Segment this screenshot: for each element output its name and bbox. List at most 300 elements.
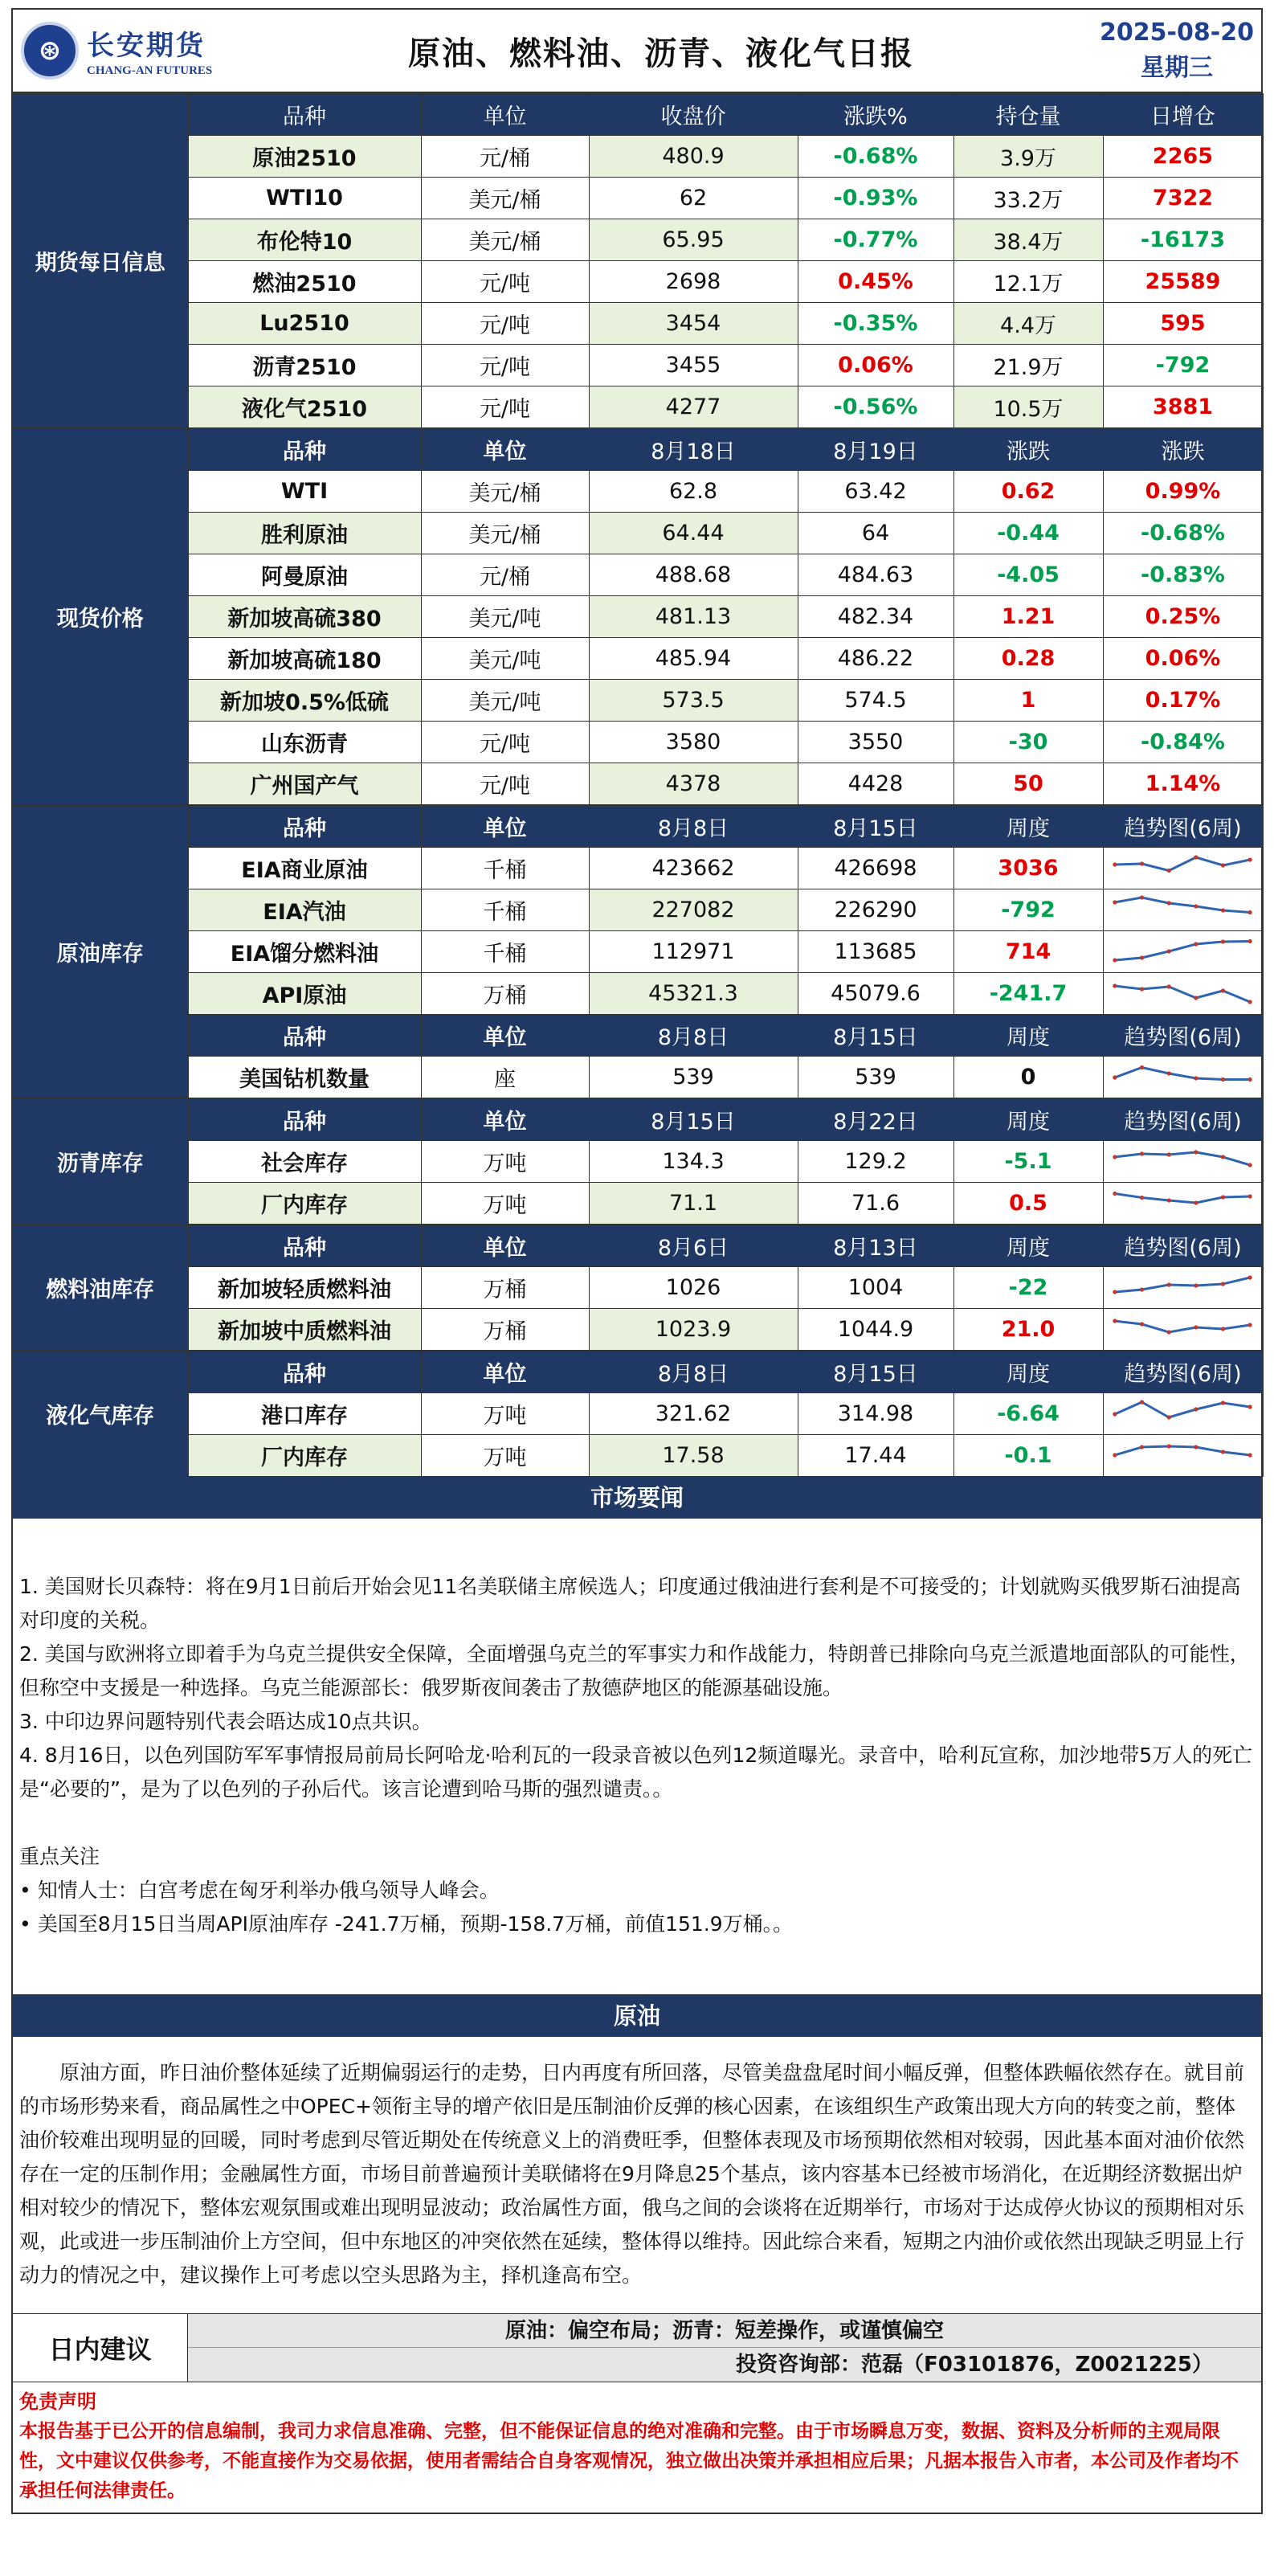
row-value-prev: 71.1 xyxy=(589,1183,798,1225)
row-unit: 美元/吨 xyxy=(421,680,589,722)
row-name: 港口库存 xyxy=(188,1393,421,1435)
sparkline-point xyxy=(1220,863,1224,867)
column-header: 单位 xyxy=(421,1225,589,1267)
sparkline-point xyxy=(1113,1412,1117,1416)
row-trend xyxy=(1103,1393,1263,1435)
row-change-pct: 0.25% xyxy=(1103,596,1263,638)
table-row xyxy=(13,1057,1263,1098)
column-header: 8月13日 xyxy=(798,1225,953,1267)
sparkline-point xyxy=(1247,857,1252,861)
row-value-last: 1044.9 xyxy=(798,1309,953,1351)
sparkline-point xyxy=(1247,1000,1252,1004)
column-header: 周度 xyxy=(953,1351,1103,1393)
column-header: 单位 xyxy=(421,1099,589,1141)
sparkline-point xyxy=(1220,1450,1224,1454)
table-row xyxy=(13,471,1263,513)
news-item: 4. 8月16日，以色列国防军军事情报局前局长阿哈龙·哈利瓦的一段录音被以色列12频道曝光。录音中，哈利瓦宣称，加沙地带5万人的死亡是“必要的”，是为了以色列的子孙后代。该言论遭到哈马斯的强烈谴责。。 xyxy=(19,1744,1253,1801)
table-row xyxy=(13,931,1263,973)
column-header: 单位 xyxy=(421,1015,589,1057)
column-header: 8月15日 xyxy=(589,1099,798,1141)
row-change-pct: 1.14% xyxy=(1103,763,1263,805)
row-name: 新加坡0.5%低硫 xyxy=(188,680,421,722)
table-row xyxy=(13,848,1263,889)
row-name: 社会库存 xyxy=(188,1141,421,1183)
row-value-prev: 227082 xyxy=(589,889,798,931)
column-header: 趋势图(6周) xyxy=(1103,1015,1263,1057)
row-value-prev: 17.58 xyxy=(589,1435,798,1477)
sparkline-point xyxy=(1194,1076,1198,1080)
row-open-interest: 12.1万 xyxy=(953,261,1103,303)
sparkline-point xyxy=(1166,1152,1170,1156)
row-value-last: 539 xyxy=(798,1057,953,1098)
row-price-prev: 3580 xyxy=(589,722,798,763)
column-header: 品种 xyxy=(188,429,421,471)
sparkline-point xyxy=(1166,1282,1170,1286)
column-header: 8月15日 xyxy=(798,1351,953,1393)
crude-inventory-table xyxy=(13,805,1264,1098)
row-change: -30 xyxy=(953,722,1103,763)
row-price-last: 64 xyxy=(798,513,953,554)
row-name: 美国钻机数量 xyxy=(188,1057,421,1098)
sparkline-point xyxy=(1113,862,1117,866)
sparkline-path xyxy=(1114,1067,1249,1079)
row-price-last: 482.34 xyxy=(798,596,953,638)
row-weekly-change: -6.64 xyxy=(953,1393,1103,1435)
row-value-last: 226290 xyxy=(798,889,953,931)
row-price-last: 484.63 xyxy=(798,554,953,596)
row-trend xyxy=(1103,848,1263,889)
table-row xyxy=(13,1183,1263,1225)
sparkline-point xyxy=(1220,1077,1224,1081)
table-row xyxy=(13,554,1263,596)
sparkline-point xyxy=(1220,908,1224,912)
table-header-row xyxy=(13,429,1263,471)
row-weekly-change: 3036 xyxy=(953,848,1103,889)
row-price-last: 4428 xyxy=(798,763,953,805)
sparkline-point xyxy=(1220,1195,1224,1199)
row-value-prev: 1023.9 xyxy=(589,1309,798,1351)
sparkline-path xyxy=(1114,1321,1249,1332)
row-weekly-change: -0.1 xyxy=(953,1435,1103,1477)
asphalt-inventory-table xyxy=(13,1098,1264,1225)
section-label: 液化气库存 xyxy=(13,1351,188,1477)
sparkline-point xyxy=(1113,1290,1117,1294)
row-change: 0.62 xyxy=(953,471,1103,513)
sparkline-point xyxy=(1220,988,1224,992)
sparkline-point xyxy=(1139,1287,1143,1291)
sparkline-point xyxy=(1194,996,1198,1000)
table-header-row xyxy=(13,1351,1263,1393)
row-value-last: 45079.6 xyxy=(798,973,953,1015)
column-header: 8月8日 xyxy=(589,1351,798,1393)
sparkline-point xyxy=(1194,942,1198,946)
disclaimer-title: 免责声明 xyxy=(19,2390,96,2413)
advice-label: 日内建议 xyxy=(13,2314,188,2382)
sparkline-point xyxy=(1166,1330,1170,1334)
sparkline-point xyxy=(1139,1195,1143,1199)
row-value-last: 17.44 xyxy=(798,1435,953,1477)
row-unit: 美元/桶 xyxy=(421,219,589,261)
row-name: 液化气2510 xyxy=(188,386,421,428)
sparkline-point xyxy=(1166,949,1170,953)
row-trend xyxy=(1103,931,1263,973)
row-weekly-change: -241.7 xyxy=(953,973,1103,1015)
row-unit: 美元/吨 xyxy=(421,596,589,638)
sparkline-point xyxy=(1194,904,1198,908)
section-label: 期货每日信息 xyxy=(13,94,188,428)
advice-strategy: 原油：偏空布局；沥青：短差操作，或谨慎偏空 xyxy=(188,2314,1261,2348)
news-item: 1. 美国财长贝森特：将在9月1日前后开始会见11名美联储主席候选人；印度通过俄油进行套利是不可接受的；计划就购买俄罗斯石油提高对印度的关税。 xyxy=(19,1575,1241,1632)
trend-sparkline xyxy=(1104,848,1263,889)
row-name: Lu2510 xyxy=(188,303,421,345)
row-daily-oi-change: 25589 xyxy=(1103,261,1263,303)
row-change-pct: 0.17% xyxy=(1103,680,1263,722)
sparkline-point xyxy=(1247,1323,1252,1327)
report-title: 原油、燃料油、沥青、液化气日报 xyxy=(408,35,914,72)
row-unit: 千桶 xyxy=(421,848,589,889)
column-header: 8月19日 xyxy=(798,429,953,471)
sparkline-point xyxy=(1166,1415,1170,1419)
sparkline-point xyxy=(1247,910,1252,914)
row-name: EIA商业原油 xyxy=(188,848,421,889)
sparkline-point xyxy=(1220,1327,1224,1331)
table-row xyxy=(13,889,1263,931)
row-weekly-change: 0 xyxy=(953,1057,1103,1098)
row-price-prev: 573.5 xyxy=(589,680,798,722)
row-unit: 万桶 xyxy=(421,973,589,1015)
crude-commentary: 原油方面，昨日油价整体延续了近期偏弱运行的走势，日内再度有所回落，尽管美盘盘尾时间小幅反弹，但整体跌幅依然存在。就目前的市场形势来看，商品属性之中OPEC+领衔主导的增产依旧是压制油价反弹的核心因素，在该组织生产政策出现大方向的转变之前，整体油价较难出现明显的回暖，同时考虑到尽管近期处在传统意义上的消费旺季，但整体表现及市场预期依然相对较弱，因此基本面对油价依然存在一定的压制作用；金融属性方面，市场目前普遍预计美联储将在9月降息25个基点，该内容基本已经被市场消化，在近期经济数据出炉相对较少的情况下，整体宏观氛围或难出现明显波动；政治属性方面，俄乌之间的会谈将在近期举行，市场对于达成停火协议的预期相对乐观，此或进一步压制油价上方空间，但中东地区的冲突依然在延续，整体得以维持。因此综合来看，短期之内油价或依然出现缺乏明显上行动力的情况之中，建议操作上可考虑以空头思路为主，择机逢高布空。 xyxy=(13,2037,1261,2314)
table-row xyxy=(13,1267,1263,1309)
sparkline-point xyxy=(1247,1194,1252,1198)
disclaimer xyxy=(13,2382,1261,2513)
row-name: 胜利原油 xyxy=(188,513,421,554)
row-value-prev: 45321.3 xyxy=(589,973,798,1015)
sparkline-point xyxy=(1194,1407,1198,1411)
row-daily-oi-change: 2265 xyxy=(1103,136,1263,178)
row-price-prev: 488.68 xyxy=(589,554,798,596)
sparkline-point xyxy=(1166,868,1170,872)
row-open-interest: 33.2万 xyxy=(953,178,1103,219)
sparkline-point xyxy=(1247,938,1252,942)
row-value-last: 113685 xyxy=(798,931,953,973)
row-price-prev: 4378 xyxy=(589,763,798,805)
sparkline-point xyxy=(1247,1275,1252,1279)
disclaimer-text: 本报告基于已公开的信息编制，我司力求信息准确、完整，但不能保证信息的绝对准确和完整。由于市场瞬息万变，数据、资料及分析师的主观局限性，文中建议仅供参考，不能直接作为交易依据，使用者需结合自身客观情况，独立做出决策并承担相应后果；凡据本报告入市者，本公司及作者均不承担任何法律责任。 xyxy=(19,2421,1239,2501)
table-row xyxy=(13,136,1263,178)
table-header-row xyxy=(13,94,1263,136)
row-price-prev: 481.13 xyxy=(589,596,798,638)
row-value-prev: 423662 xyxy=(589,848,798,889)
row-unit: 元/吨 xyxy=(421,386,589,428)
table-row xyxy=(13,973,1263,1015)
column-header: 8月8日 xyxy=(589,806,798,848)
column-header: 8月15日 xyxy=(798,806,953,848)
row-close: 65.95 xyxy=(589,219,798,261)
trend-sparkline xyxy=(1104,1142,1263,1182)
row-change-pct: -0.68% xyxy=(798,136,953,178)
trend-sparkline xyxy=(1104,1057,1263,1098)
company-logo-icon: ⊛ xyxy=(21,22,79,80)
brand-logo xyxy=(13,10,230,92)
row-value-last: 129.2 xyxy=(798,1141,953,1183)
row-price-last: 63.42 xyxy=(798,471,953,513)
row-value-last: 426698 xyxy=(798,848,953,889)
column-header: 涨跌 xyxy=(1103,429,1263,471)
row-name: 燃油2510 xyxy=(188,261,421,303)
row-weekly-change: 0.5 xyxy=(953,1183,1103,1225)
row-unit: 万吨 xyxy=(421,1141,589,1183)
row-trend xyxy=(1103,1141,1263,1183)
news-section xyxy=(13,1519,1261,1995)
row-unit: 万桶 xyxy=(421,1309,589,1351)
advice-analyst: 投资咨询部：范磊（F03101876，Z0021225） xyxy=(736,2353,1213,2377)
sparkline-point xyxy=(1166,1198,1170,1202)
sparkline-point xyxy=(1139,1065,1143,1069)
row-value-prev: 112971 xyxy=(589,931,798,973)
column-header: 周度 xyxy=(953,1015,1103,1057)
column-header: 持仓量 xyxy=(953,94,1103,136)
row-close: 480.9 xyxy=(589,136,798,178)
sparkline-point xyxy=(1113,1191,1117,1195)
trend-sparkline xyxy=(1104,974,1263,1014)
row-name: WTI10 xyxy=(188,178,421,219)
column-header: 单位 xyxy=(421,806,589,848)
row-name: 原油2510 xyxy=(188,136,421,178)
row-daily-oi-change: -792 xyxy=(1103,345,1263,386)
column-header: 品种 xyxy=(188,806,421,848)
table-row xyxy=(13,1141,1263,1183)
column-header: 趋势图(6周) xyxy=(1103,1225,1263,1267)
column-header: 收盘价 xyxy=(589,94,798,136)
row-change-pct: -0.56% xyxy=(798,386,953,428)
row-value-prev: 321.62 xyxy=(589,1393,798,1435)
row-unit: 元/吨 xyxy=(421,763,589,805)
row-name: 新加坡高硫380 xyxy=(188,596,421,638)
column-header: 8月8日 xyxy=(589,1015,798,1057)
row-price-last: 486.22 xyxy=(798,638,953,680)
row-daily-oi-change: 595 xyxy=(1103,303,1263,345)
sparkline-point xyxy=(1113,900,1117,904)
column-header: 趋势图(6周) xyxy=(1103,806,1263,848)
column-header: 单位 xyxy=(421,429,589,471)
row-unit: 元/吨 xyxy=(421,303,589,345)
row-weekly-change: 21.0 xyxy=(953,1309,1103,1351)
row-trend xyxy=(1103,1435,1263,1477)
table-row xyxy=(13,763,1263,805)
news-item: 3. 中印边界问题特别代表会晤达成10点共识。 xyxy=(19,1710,432,1733)
trend-sparkline xyxy=(1104,890,1263,930)
row-close: 2698 xyxy=(589,261,798,303)
sparkline-point xyxy=(1113,1155,1117,1159)
column-header: 周度 xyxy=(953,806,1103,848)
column-header: 涨跌% xyxy=(798,94,953,136)
row-unit: 万吨 xyxy=(421,1393,589,1435)
row-unit: 千桶 xyxy=(421,931,589,973)
futures-table xyxy=(13,93,1264,428)
focus-item: • 美国至8月15日当周API原油库存 -241.7万桶，预期-158.7万桶，前值151.9万桶。。 xyxy=(19,1912,794,1936)
row-unit: 万吨 xyxy=(421,1435,589,1477)
sparkline-point xyxy=(1166,1071,1170,1075)
column-header: 8月15日 xyxy=(798,1015,953,1057)
row-unit: 万桶 xyxy=(421,1267,589,1309)
sparkline-path xyxy=(1114,1152,1249,1165)
row-change-pct: 0.99% xyxy=(1103,471,1263,513)
row-unit: 元/桶 xyxy=(421,136,589,178)
row-name: EIA汽油 xyxy=(188,889,421,931)
row-unit: 美元/桶 xyxy=(421,513,589,554)
row-close: 4277 xyxy=(589,386,798,428)
column-header: 单位 xyxy=(421,1351,589,1393)
row-change-pct: 0.06% xyxy=(1103,638,1263,680)
sparkline-point xyxy=(1113,983,1117,987)
table-header-row xyxy=(13,1225,1263,1267)
table-row xyxy=(13,680,1263,722)
column-header: 8月18日 xyxy=(589,429,798,471)
row-weekly-change: 714 xyxy=(953,931,1103,973)
column-header: 单位 xyxy=(421,94,589,136)
sparkline-point xyxy=(1247,1077,1252,1081)
row-daily-oi-change: 3881 xyxy=(1103,386,1263,428)
sparkline-point xyxy=(1194,1445,1198,1449)
sparkline-path xyxy=(1114,941,1249,960)
column-header: 周度 xyxy=(953,1225,1103,1267)
row-trend xyxy=(1103,973,1263,1015)
row-name: 新加坡轻质燃料油 xyxy=(188,1267,421,1309)
row-trend xyxy=(1103,1267,1263,1309)
column-header: 8月22日 xyxy=(798,1099,953,1141)
column-header: 品种 xyxy=(188,1015,421,1057)
row-trend xyxy=(1103,889,1263,931)
row-close: 3455 xyxy=(589,345,798,386)
row-value-prev: 134.3 xyxy=(589,1141,798,1183)
row-name: 新加坡高硫180 xyxy=(188,638,421,680)
column-header: 趋势图(6周) xyxy=(1103,1099,1263,1141)
table-row xyxy=(13,1393,1263,1435)
row-name: EIA馏分燃料油 xyxy=(188,931,421,973)
trend-sparkline xyxy=(1104,1310,1263,1350)
table-header-row xyxy=(13,1099,1263,1141)
row-daily-oi-change: -16173 xyxy=(1103,219,1263,261)
row-unit: 元/吨 xyxy=(421,345,589,386)
table-row xyxy=(13,722,1263,763)
sparkline-path xyxy=(1114,986,1249,1002)
sparkline-path xyxy=(1114,1278,1249,1292)
column-header: 周度 xyxy=(953,1099,1103,1141)
lpg-inventory-table xyxy=(13,1351,1264,1477)
sparkline-point xyxy=(1220,1400,1224,1405)
table-row xyxy=(13,303,1263,345)
row-value-last: 314.98 xyxy=(798,1393,953,1435)
trend-sparkline xyxy=(1104,1184,1263,1224)
row-name: 山东沥青 xyxy=(188,722,421,763)
row-change-pct: -0.77% xyxy=(798,219,953,261)
row-price-prev: 62.8 xyxy=(589,471,798,513)
sparkline-point xyxy=(1247,1405,1252,1409)
section-label: 现货价格 xyxy=(13,429,188,805)
trend-sparkline xyxy=(1104,1268,1263,1308)
sparkline-point xyxy=(1113,1453,1117,1457)
row-value-last: 71.6 xyxy=(798,1183,953,1225)
sparkline-point xyxy=(1113,1075,1117,1079)
brand-name-cn: 长安期货 xyxy=(87,30,206,62)
row-name: 新加坡中质燃料油 xyxy=(188,1309,421,1351)
row-unit: 元/桶 xyxy=(421,554,589,596)
table-row xyxy=(13,178,1263,219)
news-section-title: 市场要闻 xyxy=(13,1477,1261,1519)
row-open-interest: 3.9万 xyxy=(953,136,1103,178)
sparkline-point xyxy=(1139,987,1143,991)
table-header-row xyxy=(13,806,1263,848)
row-trend xyxy=(1103,1309,1263,1351)
row-open-interest: 10.5万 xyxy=(953,386,1103,428)
table-row xyxy=(13,345,1263,386)
sparkline-path xyxy=(1114,1193,1249,1203)
row-change: -0.44 xyxy=(953,513,1103,554)
sparkline-point xyxy=(1166,901,1170,905)
spot-table xyxy=(13,428,1264,805)
row-weekly-change: -22 xyxy=(953,1267,1103,1309)
table-row xyxy=(13,1309,1263,1351)
row-unit: 美元/桶 xyxy=(421,471,589,513)
row-trend xyxy=(1103,1183,1263,1225)
section-label: 燃料油库存 xyxy=(13,1225,188,1351)
focus-title: 重点关注 xyxy=(19,1845,100,1868)
brand-name-en: CHANG-AN FUTURES xyxy=(87,64,213,77)
column-header: 品种 xyxy=(188,1351,421,1393)
row-name: 沥青2510 xyxy=(188,345,421,386)
sparkline-point xyxy=(1220,939,1224,943)
row-price-prev: 64.44 xyxy=(589,513,798,554)
table-row xyxy=(13,261,1263,303)
table-header-row xyxy=(13,1015,1263,1057)
sparkline-point xyxy=(1139,895,1143,899)
row-unit: 美元/桶 xyxy=(421,178,589,219)
column-header: 品种 xyxy=(188,1225,421,1267)
fuel-inventory-table xyxy=(13,1225,1264,1351)
sparkline-point xyxy=(1194,1325,1198,1329)
row-price-last: 3550 xyxy=(798,722,953,763)
row-price-prev: 485.94 xyxy=(589,638,798,680)
sparkline-path xyxy=(1114,857,1249,871)
row-change: 1 xyxy=(953,680,1103,722)
table-row xyxy=(13,386,1263,428)
sparkline-point xyxy=(1194,855,1198,859)
row-weekly-change: -5.1 xyxy=(953,1141,1103,1183)
sparkline-point xyxy=(1139,1322,1143,1326)
row-value-last: 1004 xyxy=(798,1267,953,1309)
row-value-prev: 539 xyxy=(589,1057,798,1098)
intraday-advice xyxy=(13,2314,1261,2382)
sparkline-point xyxy=(1194,1150,1198,1154)
sparkline-point xyxy=(1113,1319,1117,1323)
row-change-pct: -0.84% xyxy=(1103,722,1263,763)
row-name: 广州国产气 xyxy=(188,763,421,805)
table-row xyxy=(13,638,1263,680)
sparkline-point xyxy=(1220,1282,1224,1286)
table-row xyxy=(13,1435,1263,1477)
news-item: 2. 美国与欧洲将立即着手为乌克兰提供安全保障，全面增强乌克兰的军事实力和作战能力，特朗普已排除向乌克兰派遣地面部队的可能性，但称空中支援是一种选择。乌克兰能源部长：俄罗斯夜间袭击了敖德萨地区的能源基础设施。 xyxy=(19,1642,1250,1699)
table-row xyxy=(13,219,1263,261)
row-name: WTI xyxy=(188,471,421,513)
report-header xyxy=(13,10,1261,93)
sparkline-path xyxy=(1114,1446,1249,1455)
trend-sparkline xyxy=(1104,932,1263,972)
table-row xyxy=(13,596,1263,638)
focus-item: • 知情人士：白宫考虑在匈牙利举办俄乌领导人峰会。 xyxy=(19,1879,500,1902)
sparkline-point xyxy=(1139,1445,1143,1449)
row-name: 厂内库存 xyxy=(188,1183,421,1225)
row-change: -4.05 xyxy=(953,554,1103,596)
